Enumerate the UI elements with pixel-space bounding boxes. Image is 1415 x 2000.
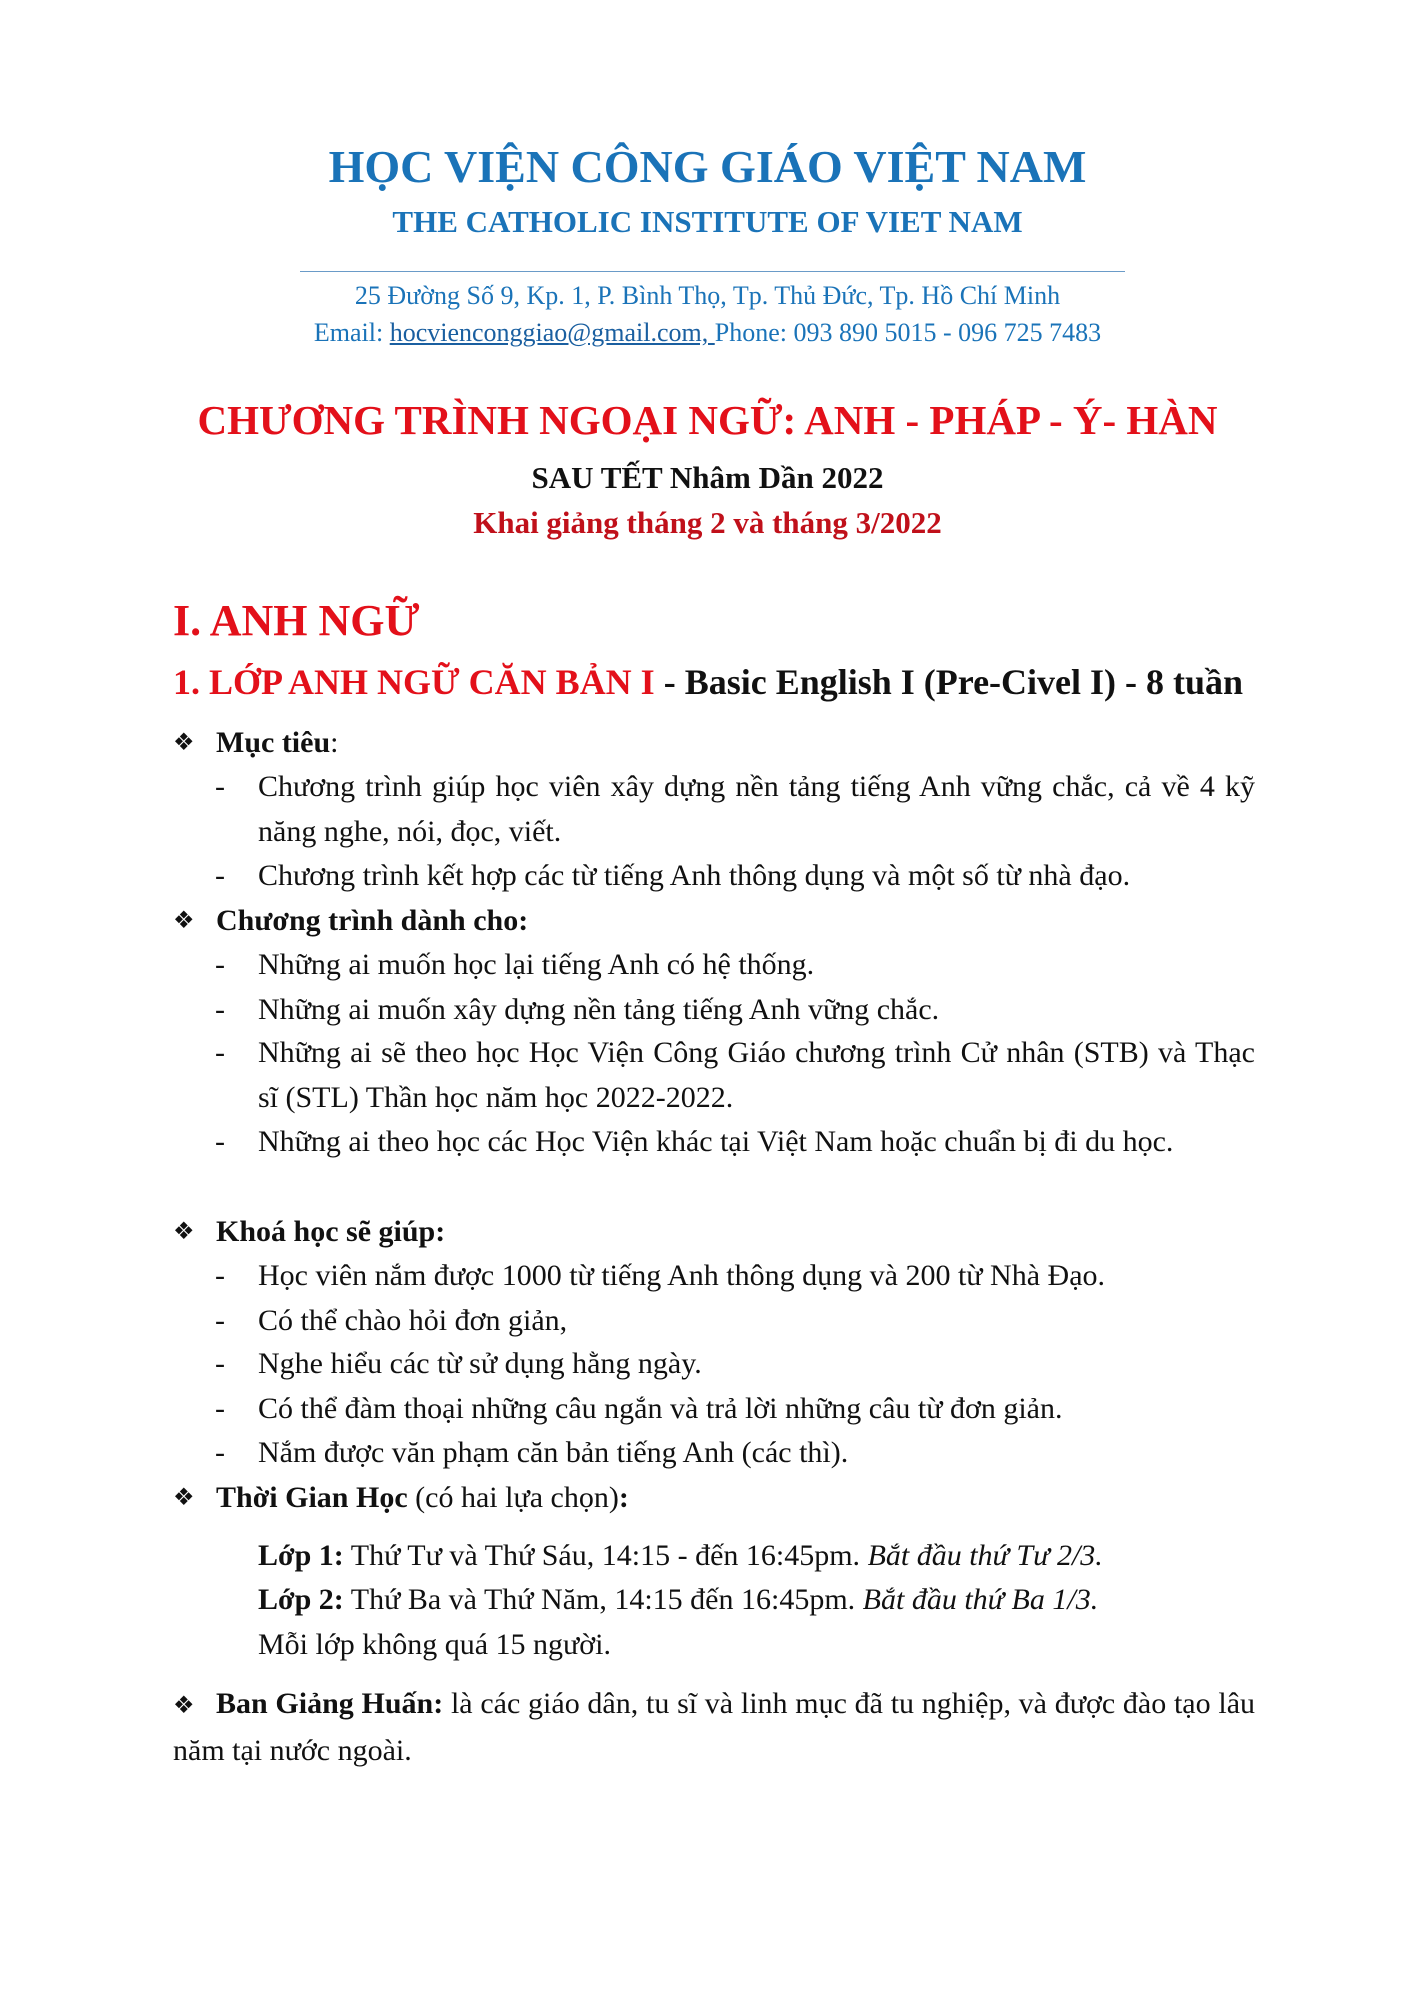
list-item (215, 1342, 1255, 1387)
program-subtitle: SAU TẾT Nhâm Dần 2022 (531, 460, 884, 495)
class-name: Lớp 2: (258, 1583, 344, 1616)
contact-line (0, 316, 1415, 350)
list-item (215, 765, 1255, 854)
address: 25 Đường Số 9, Kp. 1, P. Bình Thọ, Tp. Thủ Đức, Tp. Hồ Chí Minh (354, 281, 1061, 310)
email-label: Email: (313, 318, 390, 347)
class-title-vn: 1. LỚP ANH NGỮ CĂN BẢN I (173, 662, 655, 702)
dash-bullet: - (215, 1347, 225, 1380)
class-title-en: - Basic English I (Pre-Civel I) - 8 tuần (654, 662, 1244, 702)
list-item-text: Những ai theo học các Học Viện khác tại Việt Nam hoặc chuẩn bị đi du học. (258, 1125, 1174, 1158)
list-item-text: Nắm được văn phạm căn bản tiếng Anh (các thì). (258, 1436, 849, 1469)
list-item-text: Những ai muốn xây dựng nền tảng tiếng Anh vững chắc. (258, 993, 940, 1026)
opening-date: Khai giảng tháng 2 và tháng 3/2022 (473, 505, 942, 540)
instructors-text: là các giáo dân, tu sĩ và linh mục đã tu nghiệp, và được đào tạo lâu năm tại nước ngoài. (173, 1687, 1256, 1767)
list-item-text: Chương trình kết hợp các từ tiếng Anh thông dụng và một số từ nhà đạo. (258, 859, 1131, 892)
dash-bullet: - (215, 1436, 225, 1469)
list-item-text: Có thể chào hỏi đơn giản, (258, 1304, 568, 1337)
diamond-bullet-icon: ❖ (173, 1485, 195, 1511)
dash-bullet: - (215, 1304, 225, 1337)
dash-bullet: - (215, 1392, 225, 1425)
list-item (215, 854, 1255, 899)
outcomes-label: Khoá học sẽ giúp: (216, 1215, 446, 1248)
email-link[interactable]: hocvienconggiao@gmail.com, (389, 318, 715, 347)
class-start: Bắt đầu thứ Tư 2/3. (867, 1539, 1103, 1572)
list-item (215, 988, 1255, 1033)
audience-heading (173, 899, 1258, 944)
list-item (215, 1299, 1255, 1344)
list-item (215, 1254, 1255, 1299)
class-capacity: Mỗi lớp không quá 15 người. (258, 1628, 611, 1661)
objectives-colon: : (330, 726, 339, 759)
class-title (173, 659, 1243, 705)
diamond-bullet-icon: ❖ (173, 1219, 195, 1245)
dash-bullet: - (215, 1036, 225, 1069)
dash-bullet: - (215, 993, 225, 1026)
schedule-class-2 (258, 1578, 1258, 1623)
audience-label: Chương trình dành cho: (216, 904, 529, 937)
dash-bullet: - (215, 948, 225, 981)
instructors-paragraph (173, 1682, 1255, 1773)
institute-name-en: THE CATHOLIC INSTITUTE OF VIET NAM (392, 204, 1023, 239)
objectives-heading (173, 721, 1258, 766)
instructors-label: Ban Giảng Huấn: (216, 1687, 444, 1720)
class-time: Thứ Tư và Thứ Sáu, 14:15 - đến 16:45pm. (343, 1539, 868, 1572)
schedule-note: (có hai lựa chọn) (407, 1481, 619, 1514)
schedule-class-1 (258, 1534, 1258, 1579)
phone: Phone: 093 890 5015 - 096 725 7483 (714, 318, 1102, 347)
list-item (215, 1387, 1255, 1432)
diamond-bullet-icon: ❖ (173, 730, 195, 756)
schedule-colon: : (618, 1481, 629, 1514)
dash-bullet: - (215, 770, 225, 803)
dash-bullet: - (215, 1125, 225, 1158)
list-item-text: Có thể đàm thoại những câu ngắn và trả lời những câu từ đơn giản. (258, 1392, 1063, 1425)
section-title: I. ANH NGỮ (173, 596, 420, 645)
list-item (215, 1120, 1255, 1165)
class-start: Bắt đầu thứ Ba 1/3. (862, 1583, 1099, 1616)
program-title: CHƯƠNG TRÌNH NGOẠI NGỮ: ANH - PHÁP - Ý- HÀN (197, 397, 1218, 443)
list-item-text: Nghe hiểu các từ sử dụng hằng ngày. (258, 1347, 702, 1380)
dash-bullet: - (215, 1259, 225, 1292)
list-item (215, 1431, 1255, 1476)
list-item (215, 1031, 1255, 1120)
diamond-bullet-icon: ❖ (173, 1693, 195, 1719)
class-time: Thứ Ba và Thứ Năm, 14:15 đến 16:45pm. (343, 1583, 863, 1616)
dash-bullet: - (215, 859, 225, 892)
list-item-text: Những ai muốn học lại tiếng Anh có hệ thống. (258, 948, 815, 981)
institute-name-vn: HỌC VIỆN CÔNG GIÁO VIỆT NAM (328, 141, 1087, 192)
schedule-heading (173, 1476, 1258, 1521)
list-item-text: Những ai sẽ theo học Học Viện Công Giáo chương trình Cử nhân (STB) và Thạc sĩ (STL) Thần học năm học 2022-2022. (258, 1036, 1255, 1114)
diamond-bullet-icon: ❖ (173, 908, 195, 934)
objectives-label: Mục tiêu (216, 726, 331, 759)
list-item (215, 943, 1255, 988)
list-item-text: Chương trình giúp học viên xây dựng nền tảng tiếng Anh vững chắc, cả về 4 kỹ năng nghe, nói, đọc, viết. (258, 770, 1255, 848)
outcomes-heading (173, 1210, 1258, 1255)
class-name: Lớp 1: (258, 1539, 344, 1572)
schedule-label: Thời Gian Học (216, 1481, 408, 1514)
header-divider (300, 271, 1125, 272)
list-item-text: Học viên nắm được 1000 từ tiếng Anh thông dụng và 200 từ Nhà Đạo. (258, 1259, 1106, 1292)
